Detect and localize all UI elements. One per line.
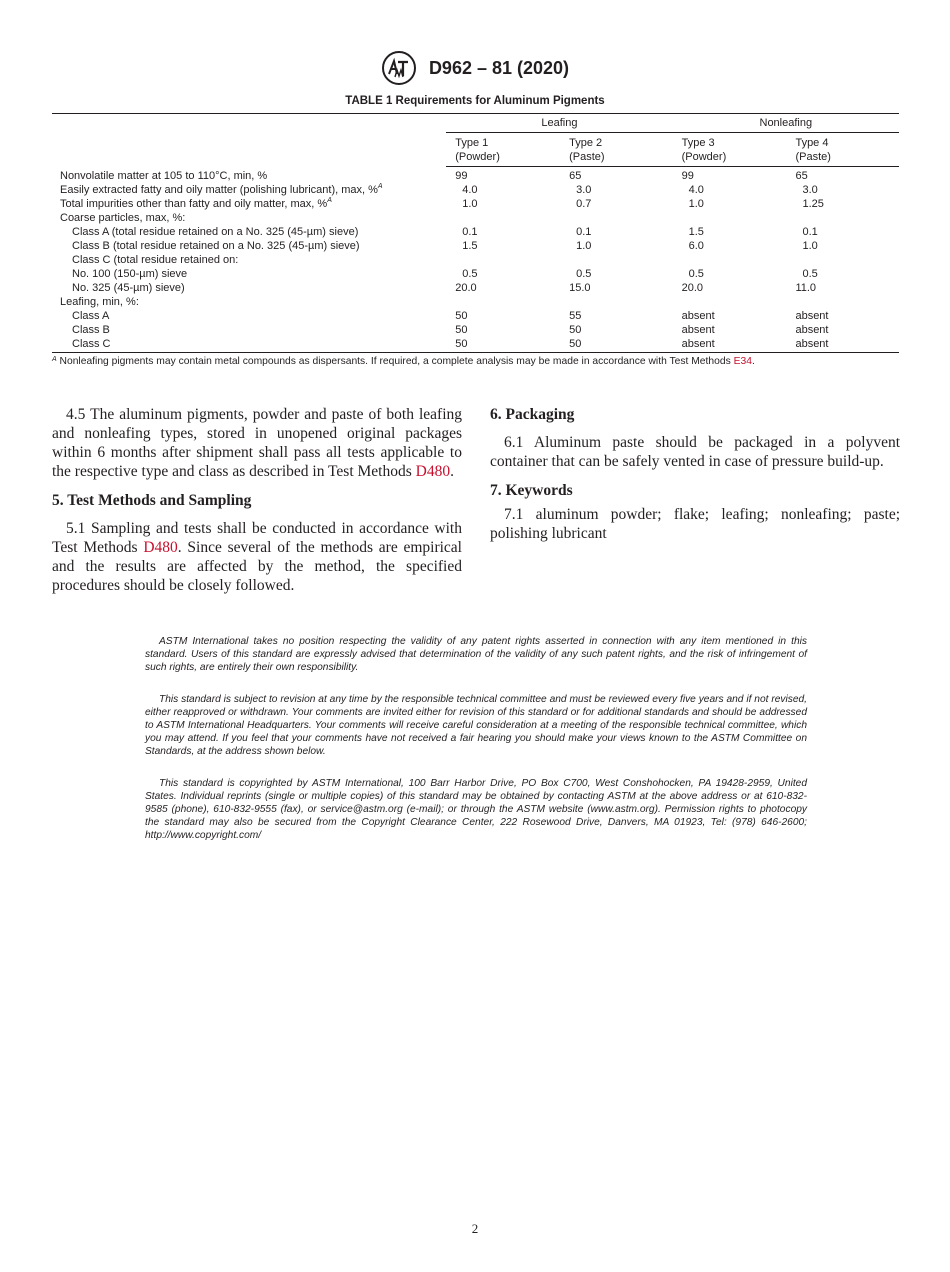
table-row <box>52 197 899 211</box>
row-label: Class C (total residue retained on: <box>72 254 239 266</box>
cell-value-text: 3.0 <box>576 184 592 196</box>
cell-value <box>446 225 560 239</box>
table-row <box>52 211 899 225</box>
cell-value <box>786 239 899 253</box>
paragraph-end: . <box>450 463 454 480</box>
row-label: Nonvolatile matter at 105 to 110°C, min, % <box>60 169 268 182</box>
footnote-link-e34[interactable]: E34 <box>733 356 752 367</box>
cell-value-text: 1.0 <box>802 240 818 252</box>
cell-value: 20.0 <box>455 282 477 294</box>
type-form: (Powder) <box>455 151 500 163</box>
paragraph-text: . Since several of the methods are empirical and the results are affected by the method, the specified procedures should be closely followed. <box>52 539 462 594</box>
type-name: Type 2 <box>569 137 603 149</box>
row-label: Class B <box>72 324 110 336</box>
table-row <box>52 167 899 184</box>
left-column <box>52 405 462 595</box>
type-form: (Paste) <box>795 151 831 163</box>
type-name: Type 4 <box>795 137 829 149</box>
type-header-1 <box>446 133 560 167</box>
table-type-header-row <box>52 133 899 167</box>
row-label: Leafing, min, %: <box>60 296 139 308</box>
cell-value-text: 3.0 <box>802 184 818 196</box>
paragraph-text: 4.5 The aluminum pigments, powder and paste of both leafing and nonleafing types, stored in unopened original packages within 6 months after shipment shall pass all tests applicable to the respective type and class as described in Test Methods <box>52 406 462 480</box>
group-header-leafing: Leafing <box>446 114 672 133</box>
footnote-end: . <box>751 356 755 367</box>
cell-value <box>560 239 673 253</box>
cell-value <box>560 197 673 211</box>
cell-value: 50 <box>569 324 582 336</box>
row-label: Class B (total residue retained on a No. 325 (45-µm) sieve) <box>72 240 360 252</box>
cell-value-text: 1.5 <box>462 240 478 252</box>
cell-value <box>673 267 787 281</box>
notice-patent: ASTM International takes no position respecting the validity of any patent rights asserted in connection with any item mentioned in this standard. Users of this standard are expressly advised that determination of the validity of any such patent rights, and the risk of infringement of such rights, are entirely their own responsibility. <box>145 636 807 673</box>
cell-value: absent <box>786 337 899 353</box>
cell-value: absent <box>681 324 715 336</box>
cell-value <box>673 225 787 239</box>
cell-value: 50 <box>446 337 560 353</box>
cell-value: 99 <box>455 170 468 182</box>
cell-value-text: 0.5 <box>576 268 592 280</box>
cell-value-text: 0.5 <box>802 268 818 280</box>
type-header-2 <box>560 133 673 167</box>
cell-value-text: 1.5 <box>688 226 704 238</box>
paragraph-6-1: 6.1 Aluminum paste should be packaged in a polyvent container that can be safely vented in case of pressure build-up. <box>490 434 900 470</box>
document-designation: D962 – 81 (2020) <box>428 57 570 78</box>
astm-logo-icon <box>381 50 417 86</box>
cell-value <box>786 225 899 239</box>
paragraph-4-5 <box>52 405 462 481</box>
cell-value <box>786 267 899 281</box>
table-row <box>52 183 899 197</box>
cell-value <box>673 239 787 253</box>
row-label-text: Easily extracted fatty and oily matter (polishing lubricant), max, % <box>60 184 378 196</box>
cell-value-text: 1.0 <box>462 198 478 210</box>
table-row <box>52 253 899 267</box>
cell-value-text: 1.0 <box>576 240 592 252</box>
cell-value: 50 <box>455 310 468 322</box>
table-row <box>52 309 899 323</box>
cell-value-text: 4.0 <box>462 184 478 196</box>
row-label: Coarse particles, max, %: <box>60 212 186 224</box>
cell-value-text: 4.0 <box>688 184 704 196</box>
type-form: (Paste) <box>569 151 605 163</box>
cell-value: 65 <box>569 170 582 182</box>
cell-value <box>560 183 673 197</box>
section-7-heading: 7. Keywords <box>490 482 573 499</box>
page-number: 2 <box>471 1221 479 1236</box>
row-label: Class A (total residue retained on a No. 325 (45-µm) sieve) <box>72 226 359 238</box>
cell-value: absent <box>673 337 787 353</box>
table-row <box>52 323 899 337</box>
cell-value: 11.0 <box>795 282 817 294</box>
footnote-text: Nonleafing pigments may contain metal compounds as dispersants. If required, a complete analysis may be made in accordance with Test Methods <box>59 356 731 367</box>
group-header-nonleafing: Nonleafing <box>673 114 899 133</box>
row-label-text: Total impurities other than fatty and oily matter, max, % <box>60 198 328 210</box>
cell-value-text: 0.1 <box>802 226 818 238</box>
cell-value <box>446 267 560 281</box>
notice-copyright: This standard is copyrighted by ASTM International, 100 Barr Harbor Drive, PO Box C700, West Conshohocken, PA 19428-2959, United States. Individual reprints (single or multiple copies) of this standard may be obtained by contacting ASTM at the above address or at 610-832-9585 (phone), 610-832-9555 (fax), or service@astm.org (e-mail); or through the ASTM website (www.astm.org). Permission rights to photocopy the standard may also be secured from the Copyright Clearance Center, 222 Rosewood Drive, Danvers, MA 01923, Tel: (978) 646-2600; http://www.copyright.com/ <box>145 778 807 841</box>
right-column <box>490 405 900 543</box>
footnote-marker: A <box>52 356 57 363</box>
row-label: Class C <box>52 337 446 353</box>
row-label: No. 100 (150-µm) sieve <box>72 268 188 280</box>
table-row <box>52 239 899 253</box>
paragraph-5-1 <box>52 519 462 595</box>
requirements-table <box>52 113 899 353</box>
cell-value: 20.0 <box>681 282 704 294</box>
table-header-blank <box>52 114 446 133</box>
link-d480[interactable]: D480 <box>415 463 451 480</box>
cell-value: 15.0 <box>569 282 591 294</box>
section-6-heading: 6. Packaging <box>490 406 575 423</box>
type-name: Type 1 <box>455 137 489 149</box>
cell-value: absent <box>795 310 829 322</box>
table-footnote <box>52 356 899 367</box>
footnote-ref: A <box>327 197 332 204</box>
cell-value: 55 <box>569 310 582 322</box>
row-label <box>52 197 446 211</box>
row-label: Class A <box>72 310 110 322</box>
type-header-4 <box>786 133 899 167</box>
legal-notices <box>145 635 807 861</box>
cell-value <box>673 183 787 197</box>
page-header <box>0 50 950 86</box>
table-row <box>52 337 899 353</box>
cell-value <box>673 197 787 211</box>
row-label: No. 325 (45-µm) sieve) <box>72 282 185 294</box>
table-row <box>52 225 899 239</box>
cell-value-text: 0.1 <box>462 226 478 238</box>
cell-value-text: 0.1 <box>576 226 592 238</box>
cell-value: 50 <box>560 337 673 353</box>
cell-value <box>446 197 560 211</box>
cell-value-text: 0.7 <box>576 198 592 210</box>
paragraph-text: 5.1 Sampling and tests shall be conducted in accordance with Test Methods <box>52 520 462 556</box>
type-header-3 <box>673 133 787 167</box>
type-form: (Powder) <box>681 151 727 163</box>
cell-value: absent <box>795 324 829 336</box>
cell-value: 99 <box>681 170 694 182</box>
cell-value-text: 6.0 <box>688 240 704 252</box>
cell-value: absent <box>681 310 715 322</box>
cell-value <box>786 183 899 197</box>
section-5-heading: 5. Test Methods and Sampling <box>52 492 252 509</box>
cell-value-text: 0.5 <box>462 268 478 280</box>
cell-value: 65 <box>795 170 808 182</box>
cell-value <box>560 267 673 281</box>
table-title: TABLE 1 Requirements for Aluminum Pigments <box>345 95 605 107</box>
type-name: Type 3 <box>681 137 715 149</box>
cell-value-text: 0.5 <box>688 268 704 280</box>
notice-revision: This standard is subject to revision at any time by the responsible technical committee and must be reviewed every five years and if not revised, either reapproved or withdrawn. Your comments are invited either for revision of this standard or for additional standards and should be addressed to ASTM International Headquarters. Your comments will receive careful consideration at a meeting of the responsible technical committee, which you may attend. If you feel that your comments have not received a fair hearing you should make your views known to the ASTM Committee on Standards, at the address shown below. <box>145 694 807 757</box>
cell-value <box>560 225 673 239</box>
cell-value: 50 <box>455 324 468 336</box>
cell-value <box>446 239 560 253</box>
cell-value-text: 1.0 <box>688 198 704 210</box>
table-row <box>52 295 899 309</box>
cell-value <box>786 197 899 211</box>
footnote-ref: A <box>377 183 383 190</box>
row-label <box>52 183 446 197</box>
cell-value <box>446 183 560 197</box>
paragraph-7-1: 7.1 aluminum powder; flake; leafing; nonleafing; paste; polishing lubricant <box>490 506 900 542</box>
table-group-header-row <box>52 114 899 133</box>
cell-value-text: 1.25 <box>802 198 824 210</box>
table-row <box>52 281 899 295</box>
link-d480[interactable]: D480 <box>143 539 178 556</box>
table-row <box>52 267 899 281</box>
